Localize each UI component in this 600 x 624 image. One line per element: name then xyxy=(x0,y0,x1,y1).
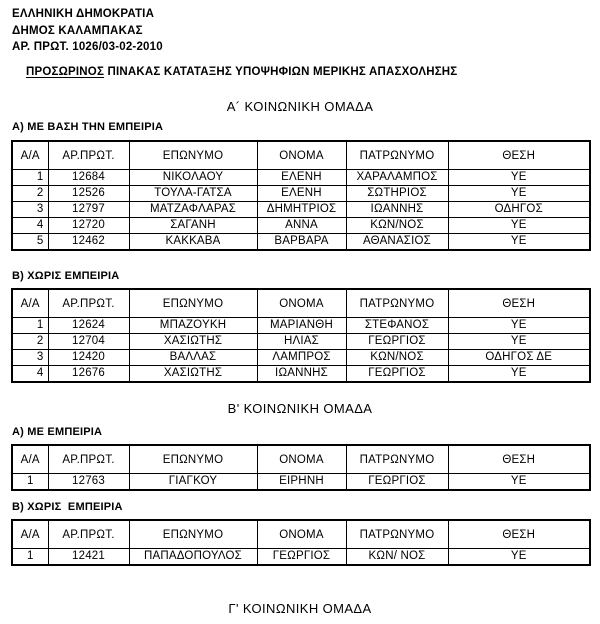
cell-firstname: ΛΑΜΠΡΟΣ xyxy=(257,350,346,366)
column-header-position: ΘΕΣΗ xyxy=(448,445,590,474)
table-header-row xyxy=(12,445,590,474)
cell-aa: 1 xyxy=(12,318,48,334)
column-header-fathername: ΠΑΤΡΩΝΥΜΟ xyxy=(346,445,448,474)
cell-position: ΥΕ xyxy=(448,366,590,383)
cell-aa: 3 xyxy=(12,202,48,218)
column-header-surname: ΕΠΩΝΥΜΟ xyxy=(129,445,257,474)
cell-surname: ΠΑΠΑΔΟΠΟΥΛΟΣ xyxy=(129,549,257,566)
section-label-b1: Α) ΜΕ ΕΜΠΕΙΡΙΑ xyxy=(12,426,103,438)
cell-protocol: 12704 xyxy=(48,334,129,350)
cell-protocol: 12624 xyxy=(48,318,129,334)
table-row xyxy=(12,350,590,366)
cell-surname: ΝΙΚΟΛΑΟΥ xyxy=(129,170,257,186)
table-group-b-with-experience xyxy=(11,444,591,491)
column-header-fathername: ΠΑΤΡΩΝΥΜΟ xyxy=(346,520,448,549)
column-header-protocol: ΑΡ.ΠΡΩΤ. xyxy=(48,289,129,318)
cell-position: ΥΕ xyxy=(448,218,590,234)
table-row xyxy=(12,218,590,234)
cell-protocol: 12462 xyxy=(48,234,129,251)
cell-position: ΥΕ xyxy=(448,186,590,202)
cell-position: ΥΕ xyxy=(448,234,590,251)
column-header-position: ΘΕΣΗ xyxy=(448,520,590,549)
column-header-aa: Α/Α xyxy=(12,520,48,549)
cell-aa: 2 xyxy=(12,186,48,202)
column-header-position: ΘΕΣΗ xyxy=(448,141,590,170)
table-row xyxy=(12,170,590,186)
section-label-a2: Β) ΧΩΡΙΣ ΕΜΠΕΙΡΙΑ xyxy=(12,270,120,282)
cell-position: ΥΕ xyxy=(448,318,590,334)
cell-firstname: ΙΩΑΝΝΗΣ xyxy=(257,366,346,383)
cell-fathername: ΓΕΩΡΓΙΟΣ xyxy=(346,334,448,350)
cell-surname: ΜΑΤΖΑΦΛΑΡΑΣ xyxy=(129,202,257,218)
column-header-aa: Α/Α xyxy=(12,445,48,474)
cell-position: ΥΕ xyxy=(448,334,590,350)
cell-surname: ΚΑΚΚΑΒΑ xyxy=(129,234,257,251)
cell-surname: ΓΙΑΓΚΟΥ xyxy=(129,474,257,491)
table-row xyxy=(12,366,590,383)
cell-surname: ΧΑΣΙΩΤΗΣ xyxy=(129,366,257,383)
column-header-protocol: ΑΡ.ΠΡΩΤ. xyxy=(48,445,129,474)
cell-aa: 3 xyxy=(12,350,48,366)
cell-fathername: ΚΩΝ/ΝΟΣ xyxy=(346,218,448,234)
cell-aa: 4 xyxy=(12,218,48,234)
column-header-position: ΘΕΣΗ xyxy=(448,289,590,318)
table-row xyxy=(12,474,590,491)
column-header-firstname: ΟΝΟΜΑ xyxy=(257,289,346,318)
cell-firstname: ΗΛΙΑΣ xyxy=(257,334,346,350)
section-label-a1: Α) ΜΕ ΒΑΣΗ ΤΗΝ ΕΜΠΕΙΡΙΑ xyxy=(12,121,164,133)
letterhead-line-3: ΑΡ. ΠΡΩΤ. 1026/03-02-2010 xyxy=(12,41,163,53)
column-header-fathername: ΠΑΤΡΩΝΥΜΟ xyxy=(346,141,448,170)
table-group-b-without-experience xyxy=(11,519,591,566)
table-header-row xyxy=(12,141,590,170)
column-header-surname: ΕΠΩΝΥΜΟ xyxy=(129,520,257,549)
column-header-aa: Α/Α xyxy=(12,141,48,170)
table-group-a-with-experience xyxy=(11,140,591,251)
letterhead-line-2: ΔΗΜΟΣ ΚΑΛΑΜΠΑΚΑΣ xyxy=(12,24,143,37)
cell-firstname: ΜΑΡΙΑΝΘΗ xyxy=(257,318,346,334)
table-row xyxy=(12,549,590,566)
cell-aa: 1 xyxy=(12,474,48,491)
table-row xyxy=(12,318,590,334)
cell-position: ΥΕ xyxy=(448,474,590,491)
table-header-row xyxy=(12,520,590,549)
cell-aa: 4 xyxy=(12,366,48,383)
table-row xyxy=(12,334,590,350)
cell-fathername: ΙΩΑΝΝΗΣ xyxy=(346,202,448,218)
cell-aa: 1 xyxy=(12,170,48,186)
page-title xyxy=(26,66,457,78)
cell-fathername: ΚΩΝ/ΝΟΣ xyxy=(346,350,448,366)
cell-firstname: ΓΕΩΡΓΙΟΣ xyxy=(257,549,346,566)
column-header-aa: Α/Α xyxy=(12,289,48,318)
cell-firstname: ΕΛΕΝΗ xyxy=(257,170,346,186)
cell-surname: ΣΑΓΑΝΗ xyxy=(129,218,257,234)
cell-fathername: ΧΑΡΑΛΑΜΠΟΣ xyxy=(346,170,448,186)
cell-firstname: ΕΛΕΝΗ xyxy=(257,186,346,202)
cell-fathername: ΣΤΕΦΑΝΟΣ xyxy=(346,318,448,334)
cell-aa: 2 xyxy=(12,334,48,350)
table-row xyxy=(12,186,590,202)
cell-firstname: ΕΙΡΗΝΗ xyxy=(257,474,346,491)
cell-firstname: ΑΝΝΑ xyxy=(257,218,346,234)
cell-firstname: ΔΗΜΗΤΡΙΟΣ xyxy=(257,202,346,218)
cell-protocol: 12420 xyxy=(48,350,129,366)
cell-fathername: ΑΘΑΝΑΣΙΟΣ xyxy=(346,234,448,251)
cell-protocol: 12526 xyxy=(48,186,129,202)
cell-surname: ΤΟΥΛΑ-ΓΑΤΣΑ xyxy=(129,186,257,202)
cell-firstname: ΒΑΡΒΑΡΑ xyxy=(257,234,346,251)
cell-position: ΥΕ xyxy=(448,170,590,186)
column-header-fathername: ΠΑΤΡΩΝΥΜΟ xyxy=(346,289,448,318)
cell-position: ΥΕ xyxy=(448,549,590,566)
column-header-protocol: ΑΡ.ΠΡΩΤ. xyxy=(48,141,129,170)
cell-aa: 1 xyxy=(12,549,48,566)
column-header-firstname: ΟΝΟΜΑ xyxy=(257,445,346,474)
column-header-surname: ΕΠΩΝΥΜΟ xyxy=(129,289,257,318)
cell-surname: ΜΠΑΖΟΥΚΗ xyxy=(129,318,257,334)
column-header-protocol: ΑΡ.ΠΡΩΤ. xyxy=(48,520,129,549)
cell-aa: 5 xyxy=(12,234,48,251)
cell-fathername: ΓΕΩΡΓΙΟΣ xyxy=(346,474,448,491)
section-label-b2: Β) ΧΩΡΙΣ ΕΜΠΕΙΡΙΑ xyxy=(12,501,123,513)
letterhead xyxy=(12,6,163,56)
table-header-row xyxy=(12,289,590,318)
table-group-a-without-experience xyxy=(11,288,591,383)
cell-protocol: 12684 xyxy=(48,170,129,186)
cell-surname: ΧΑΣΙΩΤΗΣ xyxy=(129,334,257,350)
page-title-rest: ΠΙΝΑΚΑΣ ΚΑΤΑΤΑΞΗΣ ΥΠΟΨΗΦΙΩΝ ΜΕΡΙΚΗΣ ΑΠΑΣΧΟΛΗΣΗΣ xyxy=(104,66,458,78)
cell-position: ΟΔΗΓΟΣ ΔΕ xyxy=(448,350,590,366)
group-title-c: Γ' ΚΟΙΝΩΝΙΚΗ ΟΜΑΔΑ xyxy=(228,601,372,616)
cell-fathername: ΣΩΤΗΡΙΟΣ xyxy=(346,186,448,202)
column-header-firstname: ΟΝΟΜΑ xyxy=(257,141,346,170)
column-header-firstname: ΟΝΟΜΑ xyxy=(257,520,346,549)
cell-protocol: 12421 xyxy=(48,549,129,566)
group-title-a: Α´ ΚΟΙΝΩΝΙΚΗ ΟΜΑΔΑ xyxy=(226,99,374,114)
cell-protocol: 12797 xyxy=(48,202,129,218)
cell-position: ΟΔΗΓΟΣ xyxy=(448,202,590,218)
column-header-surname: ΕΠΩΝΥΜΟ xyxy=(129,141,257,170)
table-row xyxy=(12,202,590,218)
cell-fathername: ΚΩΝ/ ΝΟΣ xyxy=(346,549,448,566)
cell-protocol: 12720 xyxy=(48,218,129,234)
page-title-emphasis: ΠΡΟΣΩΡΙΝΟΣ xyxy=(26,66,105,78)
cell-protocol: 12676 xyxy=(48,366,129,383)
table-row xyxy=(12,234,590,251)
group-title-b: Β' ΚΟΙΝΩΝΙΚΗ ΟΜΑΔΑ xyxy=(227,401,373,416)
cell-surname: ΒΑΛΛΑΣ xyxy=(129,350,257,366)
cell-protocol: 12763 xyxy=(48,474,129,491)
cell-fathername: ΓΕΩΡΓΙΟΣ xyxy=(346,366,448,383)
letterhead-line-1: ΕΛΛΗΝΙΚΗ ΔΗΜΟΚΡΑΤΙΑ xyxy=(12,8,155,20)
